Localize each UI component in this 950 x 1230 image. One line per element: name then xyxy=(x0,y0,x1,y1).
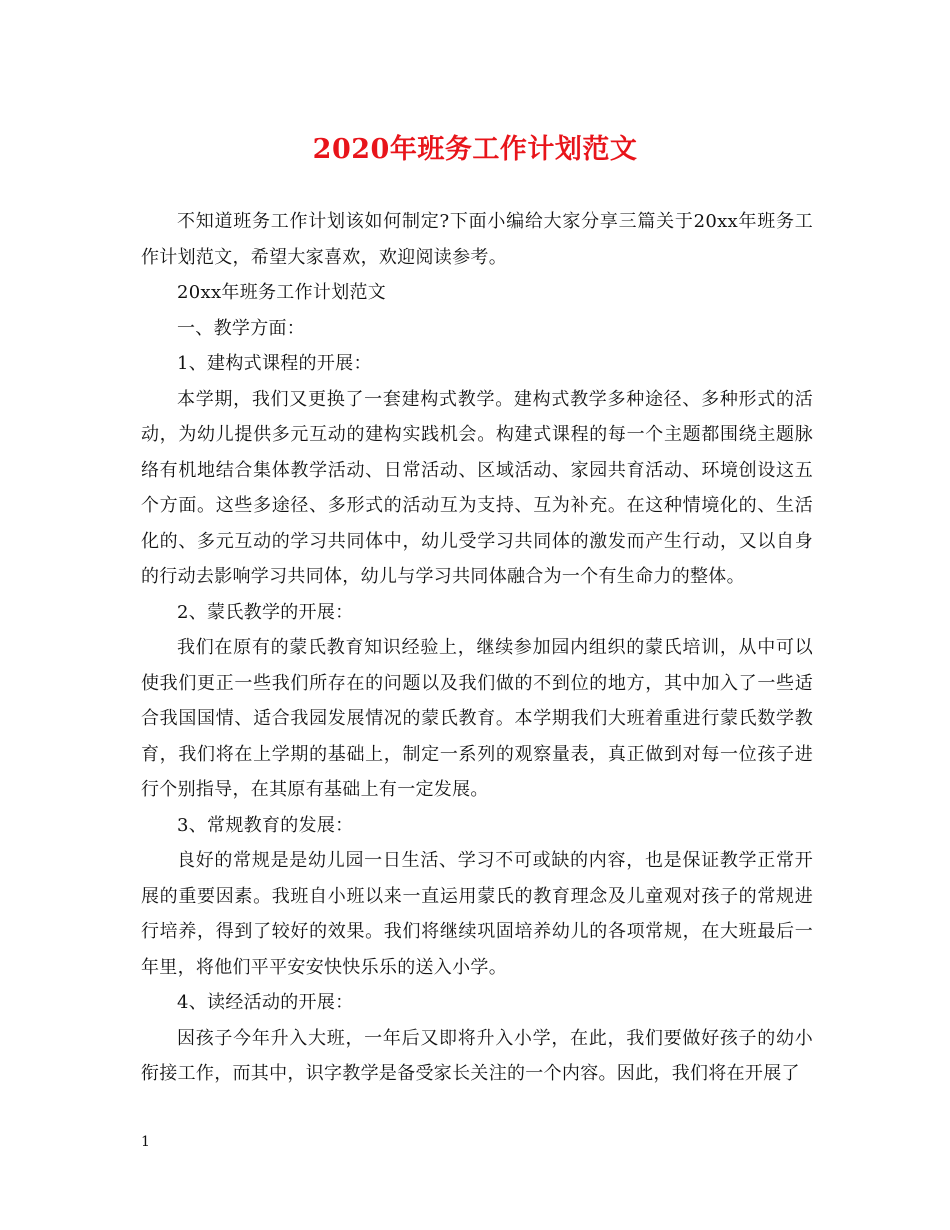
item-heading-reading-classics: 4、读经活动的开展： xyxy=(177,992,354,1013)
item-heading-constructive-course: 1、建构式课程的开展： xyxy=(177,353,372,374)
page-number: 1 xyxy=(141,1134,150,1150)
item-heading-montessori: 2、蒙氏教学的开展： xyxy=(177,601,354,623)
section-heading-teaching: 一、教学方面： xyxy=(177,317,306,339)
subtitle-paragraph: 20xx年班务工作计划范文 xyxy=(177,282,387,303)
montessori-paragraph: 我们在原有的蒙氏教育知识经验上，继续参加园内组织的蒙氏培训，从中可以使我们更正一些我们所存在的问题以及我们做的不到位的地方，其中加入了一些适合我国国情、适合我园发展情况的蒙氏教育。本学期我们大班着重进行蒙氏数学教育，我们将在上学期的基础上，制定一系列的观察量表，真正做到对每一位孩子进行个别指导，在其原有基础上有一定发展。 xyxy=(141,637,813,800)
item-heading-routine-education: 3、常规教育的发展： xyxy=(177,814,354,836)
page-title: 2020年班务工作计划范文 xyxy=(312,134,638,165)
document-body xyxy=(141,204,813,1092)
constructive-course-paragraph: 本学期，我们又更换了一套建构式教学。建构式教学多种途径、多种形式的活动，为幼儿提供多元互动的建构实践机会。构建式课程的每一个主题都围绕主题脉络有机地结合集体教学活动、日常活动、区域活动、家园共育活动、环境创设这五个方面。这些多途径、多形式的活动互为支持、互为补充。在这种情境化的、生活化的、多元互动的学习共同体中，幼儿受学习共同体的激发而产生行动，又以自身的行动去影响学习共同体，幼儿与学习共同体融合为一个有生命力的整体。 xyxy=(141,388,813,587)
intro-paragraph: 不知道班务工作计划该如何制定?下面小编给大家分享三篇关于20xx年班务工作计划范文，希望大家喜欢，欢迎阅读参考。 xyxy=(141,211,813,268)
routine-education-paragraph: 良好的常规是是幼儿园一日生活、学习不可或缺的内容，也是保证教学正常开展的重要因素。我班自小班以来一直运用蒙氏的教育理念及儿童观对孩子的常规进行培养，得到了较好的效果。我们将继续巩固培养幼儿的各项常规，在大班最后一年里，将他们平平安安快快乐乐的送入小学。 xyxy=(141,850,813,978)
reading-classics-paragraph: 因孩子今年升入大班，一年后又即将升入小学，在此，我们要做好孩子的幼小衔接工作，而其中，识字教学是备受家长关注的一个内容。因此，我们将在开展了 xyxy=(141,1027,813,1084)
